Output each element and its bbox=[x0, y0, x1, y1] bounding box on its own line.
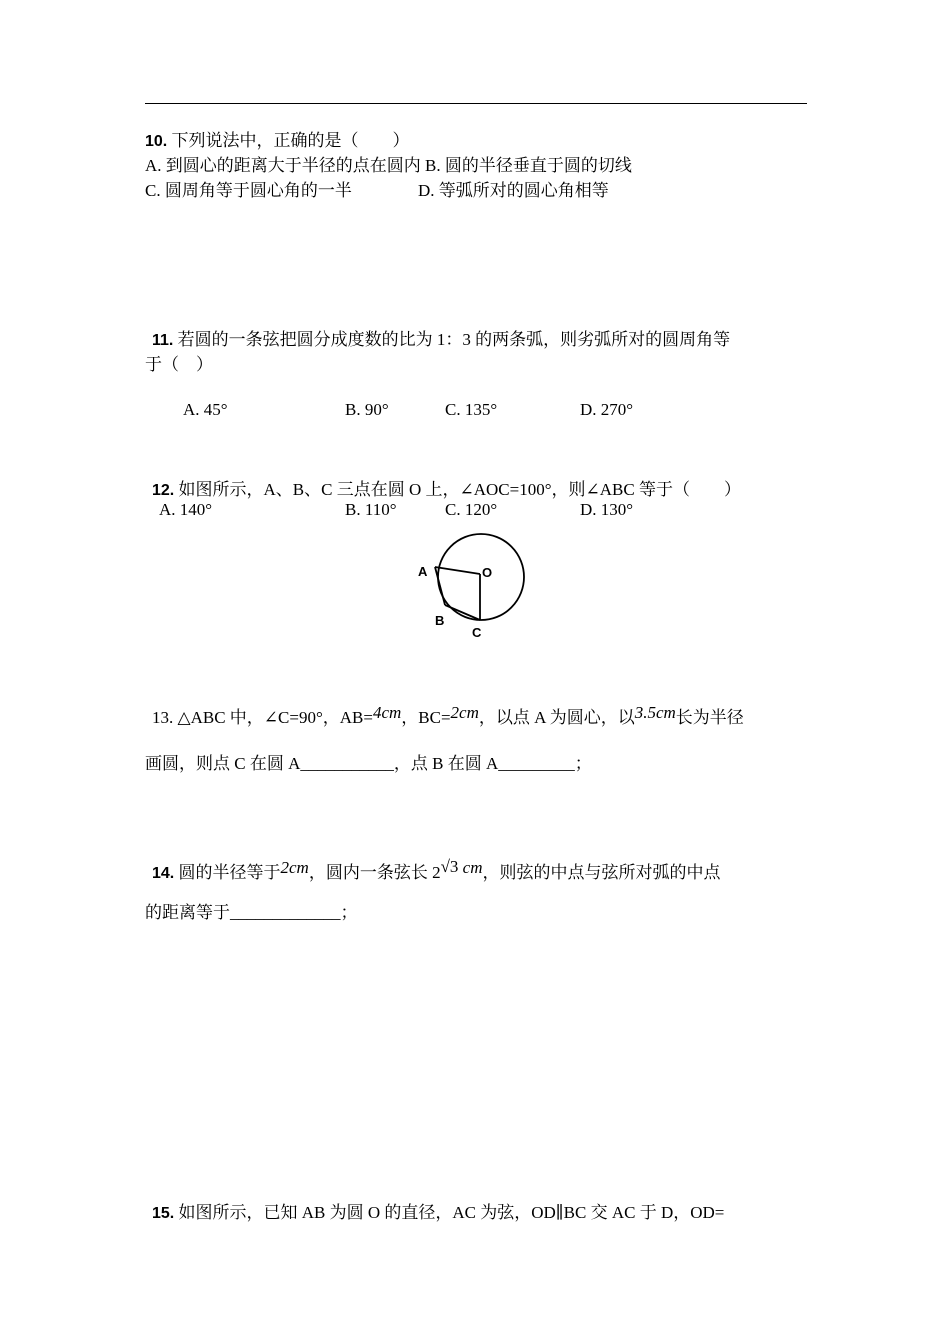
q11-stem-text: 若圆的一条弦把圆分成度数的比为 1：3 的两条弧，则劣弧所对的圆周角等 bbox=[173, 330, 731, 349]
q13-bc-value: 2cm bbox=[450, 703, 479, 722]
q10-option-b: B. 圆的半径垂直于圆的切线 bbox=[420, 156, 632, 175]
q13-line1 bbox=[152, 703, 744, 728]
q14-sqrt: √3 bbox=[440, 857, 459, 876]
q11-option-c: C. 135° bbox=[445, 400, 498, 419]
q12-option-b: B. 110° bbox=[345, 500, 397, 519]
q13-text-2: ，BC= bbox=[401, 708, 451, 727]
q11-number: 11. bbox=[152, 332, 174, 349]
label-a: A bbox=[418, 564, 428, 579]
q13-text-1: 13. △ABC 中，∠C=90°，AB= bbox=[152, 708, 373, 727]
q11-stem-line2: 于（ ） bbox=[145, 355, 213, 374]
q10-stem-text: 下列说法中，正确的是（ ） bbox=[167, 131, 410, 150]
q15-stem bbox=[152, 1198, 724, 1223]
q12-stem bbox=[152, 475, 741, 500]
q14-text-3: ，则弦的中点与弦所对弧的中点 bbox=[482, 863, 721, 882]
q14-text-2: ，圆内一条弦长 2 bbox=[308, 863, 441, 882]
q12-stem-text: 如图所示，A、B、C 三点在圆 O 上，∠AOC=100°，则∠ABC 等于（ ） bbox=[174, 480, 741, 499]
segment-ab bbox=[435, 567, 445, 605]
segment-bc bbox=[445, 605, 480, 620]
q13-text-3: ，以点 A 为圆心，以 bbox=[478, 708, 635, 727]
q15-number: 15. bbox=[152, 1205, 175, 1222]
q10-number: 10. bbox=[145, 133, 168, 150]
q13-radius-value: 3.5cm bbox=[634, 703, 676, 722]
q12-option-a: A. 140° bbox=[159, 500, 213, 519]
q11-option-a: A. 45° bbox=[183, 400, 228, 419]
q10-options-ab bbox=[145, 151, 632, 176]
q15-stem-text: 如图所示，已知 AB 为圆 O 的直径，AC 为弦，OD∥BC 交 AC 于 D，OD= bbox=[174, 1203, 725, 1222]
q10-option-a: A. 到圆心的距离大于半径的点在圆内 bbox=[145, 156, 421, 175]
q14-number: 14. bbox=[152, 865, 175, 882]
label-c: C bbox=[472, 625, 482, 640]
q12-option-d: D. 130° bbox=[580, 500, 634, 519]
q10-option-c: C. 圆周角等于圆心角的一半 bbox=[145, 181, 352, 200]
q11-stem bbox=[152, 325, 730, 350]
q14-radius-value: 2cm bbox=[280, 858, 309, 877]
label-o: O bbox=[482, 565, 493, 580]
q14-unit: cm bbox=[462, 858, 483, 877]
q10-stem bbox=[145, 126, 410, 151]
q13-line2: 画圆，则点 C 在圆 A___________，点 B 在圆 A_________； bbox=[145, 754, 592, 773]
q14-text-1: 圆的半径等于 bbox=[174, 863, 281, 882]
label-b: B bbox=[435, 613, 445, 628]
q14-line1 bbox=[152, 858, 721, 883]
q12-option-c: C. 120° bbox=[445, 500, 498, 519]
circle-figure bbox=[412, 528, 532, 646]
q14-line2: 的距离等于_____________； bbox=[145, 903, 358, 922]
q12-number: 12. bbox=[152, 482, 175, 499]
top-rule bbox=[145, 103, 807, 104]
q10-option-d: D. 等弧所对的圆心角相等 bbox=[418, 181, 609, 200]
q13-ab-value: 4cm bbox=[372, 703, 402, 722]
q11-option-d: D. 270° bbox=[580, 400, 634, 419]
q13-text-4: 长为半径 bbox=[675, 708, 744, 727]
segment-ao bbox=[435, 567, 480, 574]
q11-option-b: B. 90° bbox=[345, 400, 389, 419]
